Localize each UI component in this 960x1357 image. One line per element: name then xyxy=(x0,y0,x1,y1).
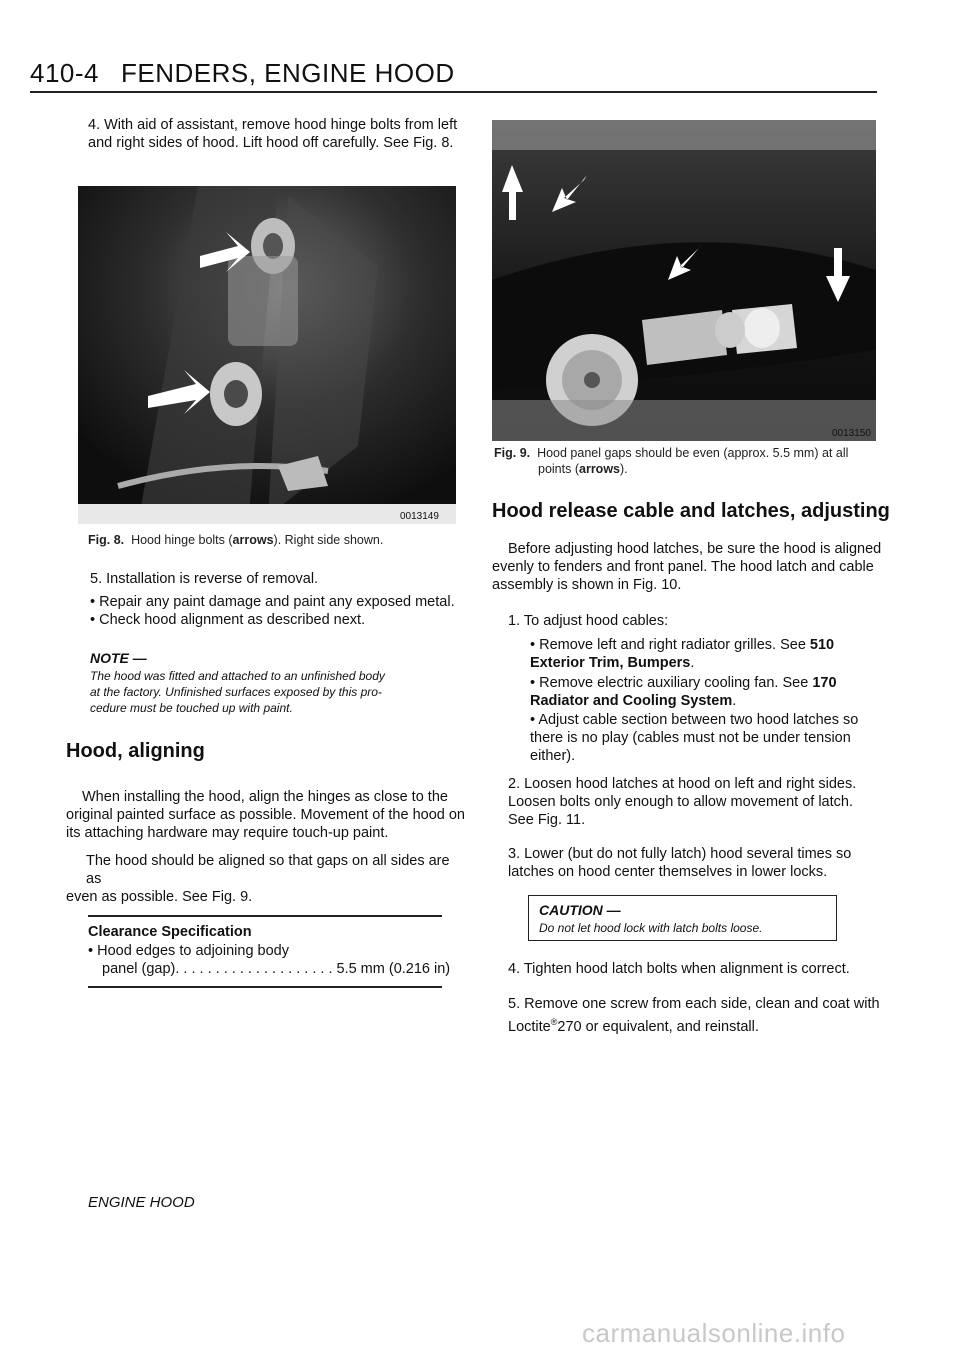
fig8-code: 0013149 xyxy=(400,511,439,522)
hinge-photo-illustration xyxy=(78,186,456,524)
step-2-loosen-latches: 2. Loosen hood latches at hood on left and right sides. Loosen bolts only enough to allow movement of latch. See Fig. 11. xyxy=(508,776,857,828)
page-header xyxy=(30,58,455,89)
sub-a-reference: 510 Exterior Trim, Bumpers xyxy=(530,637,835,671)
note-line-1: The hood was fitted and attached to an unfinished body xyxy=(90,669,385,683)
para-even-gaps xyxy=(66,852,466,906)
step-3-lower-hood: 3. Lower (but do not fully latch) hood several times so latches on hood center themselves in lower locks. xyxy=(508,846,852,880)
car-photo-illustration xyxy=(492,120,876,441)
sub-a-end: . xyxy=(690,655,695,671)
fig9-photo xyxy=(492,120,876,441)
note-line-3: cedure must be touched up with paint. xyxy=(90,701,293,715)
sub-b-text: Remove electric auxiliary cooling fan. See xyxy=(539,675,813,691)
note-title: NOTE — xyxy=(90,650,147,666)
fig8-photo xyxy=(78,186,456,524)
spec-rule-top xyxy=(88,915,442,917)
spec-line-2: panel (gap). . . . . . . . . . . . . . . . . . . . 5.5 mm (0.216 in) xyxy=(102,961,451,977)
section-title-hood-aligning: Hood, aligning xyxy=(66,740,205,762)
fig8-caption-post: ). Right side shown. xyxy=(273,533,384,547)
fig9-caption-line-2-bold: arrows xyxy=(579,462,620,476)
fig8-caption xyxy=(88,532,468,548)
fig9-caption-line-2-pre: points ( xyxy=(538,462,579,476)
step5-end: 270 or equivalent, and reinstall. xyxy=(557,1018,759,1035)
para2-line-2: even as possible. See Fig. 9. xyxy=(66,889,253,905)
page-number: 410-4 xyxy=(30,58,99,88)
chapter-title: FENDERS, ENGINE HOOD xyxy=(121,58,455,88)
para1-line-2: original painted surface as possible. Movement of the hood on xyxy=(66,807,465,823)
fig9-caption-line-1: Hood panel gaps should be even (approx. 5.5 mm) at all xyxy=(537,446,849,460)
step-5-installation: 5. Installation is reverse of removal. xyxy=(90,571,319,587)
registered-mark: ® xyxy=(550,1017,558,1027)
fig8-caption-pre: Hood hinge bolts ( xyxy=(131,533,233,547)
step-4-tighten-latch-bolts: 4. Tighten hood latch bolts when alignment is correct. xyxy=(508,961,850,977)
fig8-label: Fig. 8. xyxy=(88,533,125,547)
para-intro-latches xyxy=(492,540,882,594)
note-body xyxy=(90,668,460,716)
fig8-caption-bold: arrows xyxy=(232,533,274,547)
bullet-remove-fan xyxy=(530,674,876,710)
intro-line-2: evenly to fenders and front panel. The hood latch and cable xyxy=(492,559,874,575)
sub-b-end: . xyxy=(732,693,737,709)
para2-line-1: The hood should be aligned so that gaps on all sides are as xyxy=(86,853,450,887)
caution-title: CAUTION — xyxy=(539,902,621,918)
fig9-caption xyxy=(494,445,879,477)
spec-line-1: • Hood edges to adjoining body xyxy=(88,942,289,960)
bullet-repair-paint: • Repair any paint damage and paint any exposed metal. xyxy=(90,593,455,611)
section-title-hood-release: Hood release cable and latches, adjusting xyxy=(492,500,890,522)
step-1-adjust-cables: 1. To adjust hood cables: xyxy=(508,613,669,629)
fig9-code: 0013150 xyxy=(832,428,871,439)
sub-b-reference: 170 Radiator and Cooling System xyxy=(530,675,837,709)
para1-line-1: When installing the hood, align the hinges as close to the xyxy=(82,789,448,805)
fig9-label: Fig. 9. xyxy=(494,446,531,460)
header-rule xyxy=(30,91,877,93)
step5-text: 5. Remove one screw from each side, clean and coat with Loctite xyxy=(508,996,880,1035)
spec-rule-bottom xyxy=(88,986,442,988)
note-line-2: at the factory. Unfinished surfaces exposed by this pro- xyxy=(90,685,382,699)
spec-title: Clearance Specification xyxy=(88,924,252,940)
intro-line-3: assembly is shown in Fig. 10. xyxy=(492,577,682,593)
bullet-check-alignment: • Check hood alignment as described next. xyxy=(90,611,365,629)
fig9-caption-line-2-post: ). xyxy=(620,462,628,476)
bullet-remove-grilles xyxy=(530,636,876,672)
sub-a-text: Remove left and right radiator grilles. See xyxy=(539,637,810,653)
step-4-remove-hinge-bolts: 4. With aid of assistant, remove hood hinge bolts from left and right sides of hood. Lift hood off carefully. See Fig. 8. xyxy=(88,117,458,151)
caution-box xyxy=(528,895,837,941)
para1-line-3: its attaching hardware may require touch-up paint. xyxy=(66,825,389,841)
footer-section-word: ENGINE HOOD xyxy=(88,1194,195,1211)
intro-line-1: Before adjusting hood latches, be sure the hood is aligned xyxy=(508,541,882,557)
caution-body: Do not let hood lock with latch bolts loose. xyxy=(539,921,763,935)
para-hinge-alignment xyxy=(66,788,466,842)
bullet-adjust-cable: • Adjust cable section between two hood latches so there is no play (cables must not be under tension either). xyxy=(530,711,876,765)
step-5-remove-screw xyxy=(508,995,880,1036)
watermark: carmanualsonline.info xyxy=(582,1318,846,1348)
